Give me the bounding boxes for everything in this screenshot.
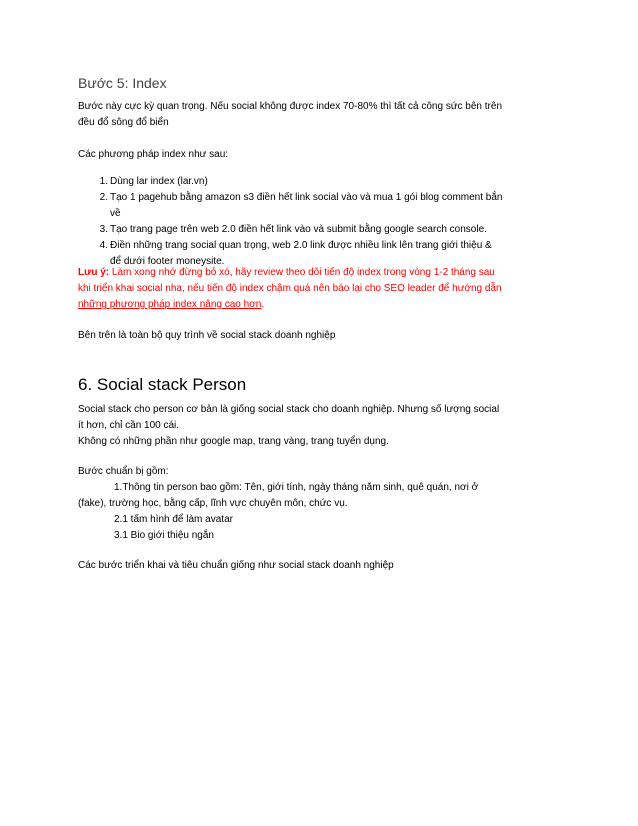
prep-item-1: 1.Thông tin person bao gồm: Tên, giới tính, ngày tháng năm sinh, quê quán, nơi ở bbox=[114, 482, 479, 493]
list-item-text-cont: để dưới footer moneysite. bbox=[110, 256, 225, 267]
prep-item-2: 2.1 tấm hình để làm avatar bbox=[114, 514, 233, 525]
prep-item-3: 3.1 Bio giới thiệu ngắn bbox=[114, 530, 214, 541]
methods-label: Các phương pháp index như sau: bbox=[78, 149, 229, 160]
list-item-number: 1. bbox=[99, 176, 108, 187]
person-p1-line2: ít hơn, chỉ cần 100 cái. bbox=[78, 420, 180, 431]
advanced-index-link[interactable]: những phương pháp index nâng cao hơn bbox=[78, 299, 262, 310]
person-p1-line1: Social stack cho person cơ bản là giống social stack cho doanh nghiệp. Nhưng số lượng social bbox=[78, 404, 500, 415]
list-item-text: Dùng lar index (lar.vn) bbox=[110, 176, 208, 187]
note-line3 bbox=[78, 297, 264, 313]
prep-item-1-cont: (fake), trường học, bằng cấp, lĩnh vực chuyên môn, chức vụ. bbox=[78, 498, 348, 509]
list-item-text: Điền những trang social quan trọng, web 2.0 link được nhiều link lên trang giới thiệu & bbox=[110, 240, 492, 251]
list-item-number: 4. bbox=[99, 240, 108, 251]
step5-intro-line2: đều đổ sông đổ biển bbox=[78, 117, 169, 128]
note-line2: khi triển khai social nha, nếu tiến độ index chậm quá nên báo lại cho SEO leader để hướng dẫn bbox=[78, 283, 502, 294]
note-text: Làm xong nhớ đừng bỏ xó, hãy review theo dõi tiến độ index trong vòng 1-2 tháng sau bbox=[109, 267, 495, 278]
note-period: . bbox=[261, 299, 265, 310]
step5-intro-line1: Bước này cực kỳ quan trọng. Nếu social không được index 70-80% thì tất cả công sức bên trên bbox=[78, 101, 503, 112]
note-line1 bbox=[78, 265, 495, 281]
person-closing: Các bước triển khai và tiêu chuẩn giống như social stack doanh nghiệp bbox=[78, 560, 394, 571]
list-item-text: Tạo 1 pagehub bằng amazon s3 điền hết link social vào và mua 1 gói blog comment bắn bbox=[110, 192, 503, 203]
prep-label: Bước chuẩn bị gồm: bbox=[78, 466, 169, 477]
list-item-number: 3. bbox=[99, 224, 108, 235]
list-item-text-cont: về bbox=[110, 208, 121, 219]
list-item-number: 2. bbox=[99, 192, 108, 203]
heading-step5: Bước 5: Index bbox=[78, 75, 167, 91]
note-label: Lưu ý: bbox=[78, 267, 110, 278]
list-item-text: Tạo trang page trên web 2.0 điền hết link vào và submit bằng google search console. bbox=[110, 224, 487, 235]
heading-person: 6. Social stack Person bbox=[78, 375, 247, 394]
person-p1-line3: Không có những phần như google map, trang vàng, trang tuyển dụng. bbox=[78, 436, 389, 447]
step5-summary: Bên trên là toàn bộ quy trình về social stack doanh nghiệp bbox=[78, 330, 336, 341]
